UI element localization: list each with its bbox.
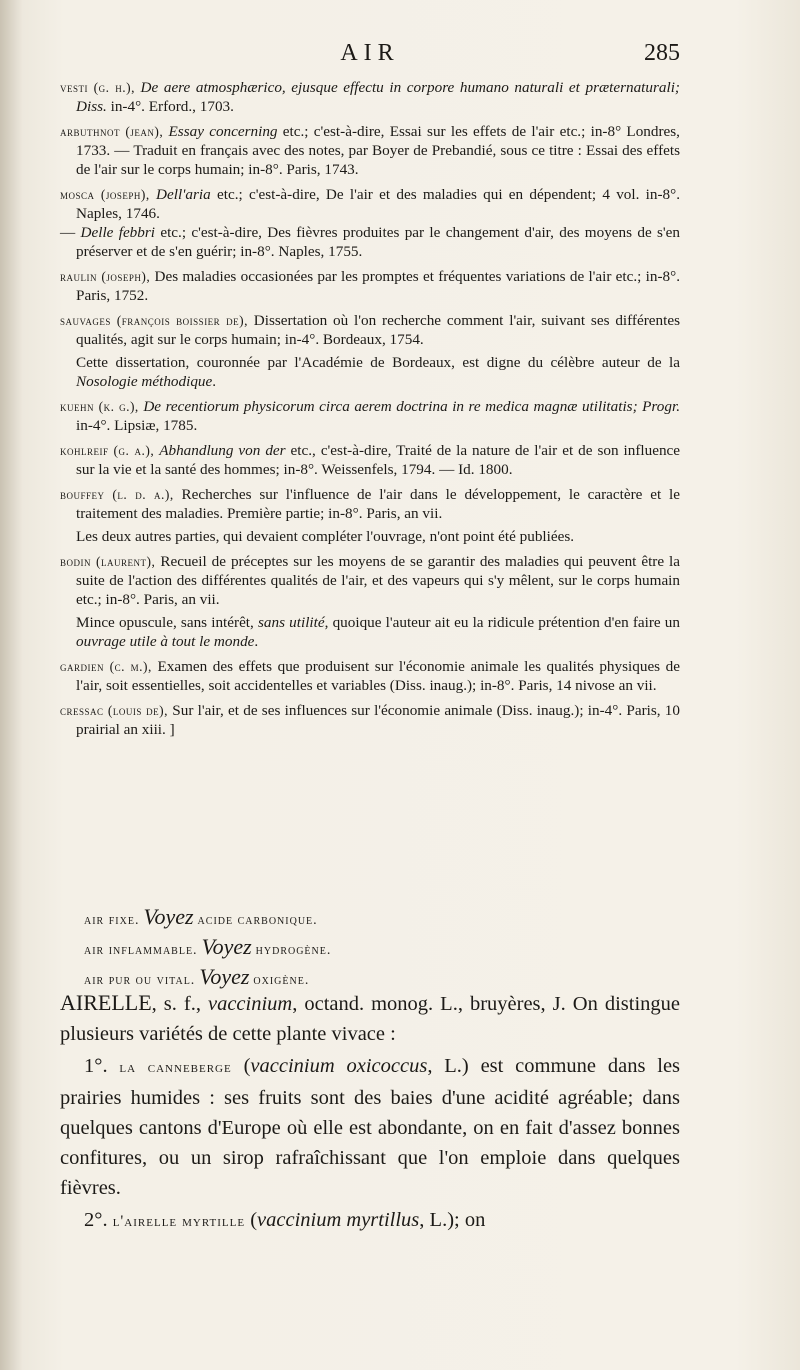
xref-head: air pur ou vital. <box>84 973 196 988</box>
binding-shadow <box>0 0 22 1370</box>
note-italic: sans utilité <box>258 614 325 631</box>
bib-title: Delle febbri <box>80 224 156 241</box>
note-text: Mince opuscule, sans intérêt, <box>76 614 258 631</box>
bib-rest: Recueil de préceptes sur les moyens de se garantir des maladies qui peuvent être la suite de l'action des différentes qualités de l'air, et des vapeurs qui s'y mêlent, sur le corps humain etc.; in-8°. Paris, an vii. <box>76 553 681 608</box>
note-italic: ouvrage utile à tout le monde <box>76 633 255 650</box>
article-text: , L.); on <box>419 1209 486 1231</box>
xref-voyez: Voyez <box>199 964 250 989</box>
bib-rest: etc., c'est-à-dire, Traité de la nature de l'air et de son influence sur la vie et la santé des hommes; in-8°. Weissenfels, 1794. — Id. 1800. <box>76 442 681 478</box>
xref-air-inflammable <box>84 934 331 960</box>
bib-rest: in-4°. Lipsiæ, 1785. <box>76 417 198 434</box>
bib-entry-sauvages <box>60 311 680 349</box>
xref-voyez: Voyez <box>143 904 194 929</box>
bib-rest: etc.; c'est-à-dire, Essai sur les effets de l'air etc.; in-8° Londres, 1733. — Traduit en français avec des notes, par Boyer de Prebandié, sous ce titre : Essai des effets de l'air sur le corps humain; in-8°. Paris, 1743. <box>76 123 680 178</box>
bib-author: kuehn (k. g.), <box>60 399 139 414</box>
xref-head: air inflammable. <box>84 943 198 958</box>
latin-name: vaccinium myrtillus <box>257 1209 420 1231</box>
bib-title: Abhandlung von der <box>159 442 286 459</box>
bib-entry-vesti <box>60 78 680 116</box>
bib-rest: Des maladies occasionées par les promptes et fréquentes variations de l'air etc.; in-8°. Paris, 1752. <box>76 268 681 304</box>
latin-name: vaccinium <box>207 993 293 1015</box>
bibliography <box>60 78 680 745</box>
bib-author: bouffey (l. d. a.), <box>60 487 174 502</box>
bib-rest: in-4°. Erford., 1703. <box>106 98 234 115</box>
bib-rest: Examen des effets que produisent sur l'économie animale les qualités physiques de l'air, soit essentielles, soit accidentelles et variables (Diss. inaug.); in-8°. Paris, 14 nivose an vii. <box>76 658 680 694</box>
bib-author: bodin (laurent), <box>60 554 156 569</box>
article-text: , L.) est commune dans les prairies humides : ses fruits sont des baies d'une acidité agréable; dans quelques cantons d'Europe où elle est abondante, on en fait d'assez bonnes confitures, ou un sirop rafraîchissant que l'on emploie dans quelques fièvres. <box>60 1055 681 1199</box>
bib-entry-mosca-2 <box>60 223 680 261</box>
bib-entry-kohlreif <box>60 441 680 479</box>
article-text: ( <box>231 1055 251 1077</box>
page-number: 285 <box>644 40 680 66</box>
variety-number: 2°. <box>84 1209 113 1231</box>
latin-name: vaccinium oxicoccus <box>250 1055 428 1077</box>
bib-entry-raulin <box>60 267 680 305</box>
bib-entry-kuehn <box>60 397 680 435</box>
article-text: ( <box>245 1209 258 1231</box>
main-article <box>60 988 680 1239</box>
note-bouffey: Les deux autres parties, qui devaient compléter l'ouvrage, n'ont point été publiées. <box>76 528 575 545</box>
variety-name: la canneberge <box>119 1059 232 1076</box>
note-bodin <box>60 613 680 651</box>
article-text: , s. f., <box>151 993 208 1015</box>
bib-rest: Dissertation où l'on recherche comment l'air, suivant ses différentes qualités, agit sur le corps humain; in-4°. Bordeaux, 1754. <box>76 312 680 348</box>
page-header <box>60 40 680 76</box>
bib-rest: Recherches sur l'influence de l'air dans le développement, le caractère et le traitement des maladies. Première partie; in-8°. Paris, an vii. <box>76 486 680 522</box>
bib-dash: — <box>60 224 76 241</box>
bib-entry-gardien <box>60 657 680 695</box>
bib-rest: etc.; c'est-à-dire, De l'air et des maladies qui en dépendent; 4 vol. in-8°. Naples, 1746. <box>76 186 681 222</box>
xref-target: acide carbonique. <box>197 913 318 928</box>
bib-title: De recentiorum physicorum circa aerem doctrina in re medica magnæ utilitatis; Progr. <box>143 398 680 415</box>
bib-entry-mosca <box>60 185 680 223</box>
bib-rest: etc.; c'est-à-dire, Des fièvres produites par le changement d'air, des moyens de s'en préserver et de s'en guérir; in-8°. Naples, 1755. <box>76 224 681 260</box>
bib-rest: Sur l'air, et de ses influences sur l'économie animale (Diss. inaug.); in-4°. Paris, 10 prairial an xiii. ] <box>76 702 680 738</box>
bib-entry-bodin <box>60 552 680 609</box>
xref-voyez: Voyez <box>201 934 252 959</box>
bib-author: gardien (c. m.), <box>60 659 152 674</box>
variety-canneberge <box>60 1051 680 1203</box>
note-text: , quoique l'auteur ait eu la ridicule prétention d'en faire un <box>324 614 680 631</box>
bib-author: vesti (g. h.), <box>60 80 135 95</box>
xref-target: hydrogène. <box>255 943 332 958</box>
bib-entry-cressac <box>60 701 680 739</box>
running-head: AIR <box>340 40 400 66</box>
note-text: . <box>254 633 259 650</box>
xref-target: oxigène. <box>253 973 310 988</box>
article-text: , octand. monog. L., bruyères, J. On distingue plusieurs variétés de cette plante vivace : <box>60 993 680 1045</box>
bib-entry-bouffey <box>60 485 680 523</box>
article-airelle <box>60 988 680 1049</box>
bib-author: sauvages (françois boissier de), <box>60 313 248 328</box>
bib-author: kohlreif (g. a.), <box>60 443 155 458</box>
xref-air-pur <box>84 964 309 990</box>
xref-head: air fixe. <box>84 913 140 928</box>
note-sauvages <box>60 353 680 391</box>
variety-number: 1°. <box>84 1055 120 1077</box>
bib-author: cressac (louis de), <box>60 703 169 718</box>
bib-entry-arbuthnot <box>60 122 680 179</box>
note-text: . <box>212 373 217 390</box>
bib-author: arbuthnot (jean), <box>60 124 164 139</box>
bib-title: Essay concerning <box>168 123 278 140</box>
bib-author: mosca (joseph), <box>60 187 150 202</box>
variety-myrtille <box>60 1205 680 1237</box>
variety-name: l'airelle myrtille <box>112 1213 246 1230</box>
bib-author: raulin (joseph), <box>60 269 151 284</box>
bib-title: De aere atmosphærico, ejusque effectu in corpore humano naturali et præternaturali; Diss. <box>76 79 680 115</box>
note-italic: Nosologie méthodique <box>76 373 213 390</box>
headword: AIRELLE <box>60 990 152 1015</box>
bib-title: Dell'aria <box>156 186 211 203</box>
xref-air-fixe <box>84 904 318 930</box>
note-text: Cette dissertation, couronnée par l'Académie de Bordeaux, est digne du célèbre auteur de la <box>76 354 680 371</box>
